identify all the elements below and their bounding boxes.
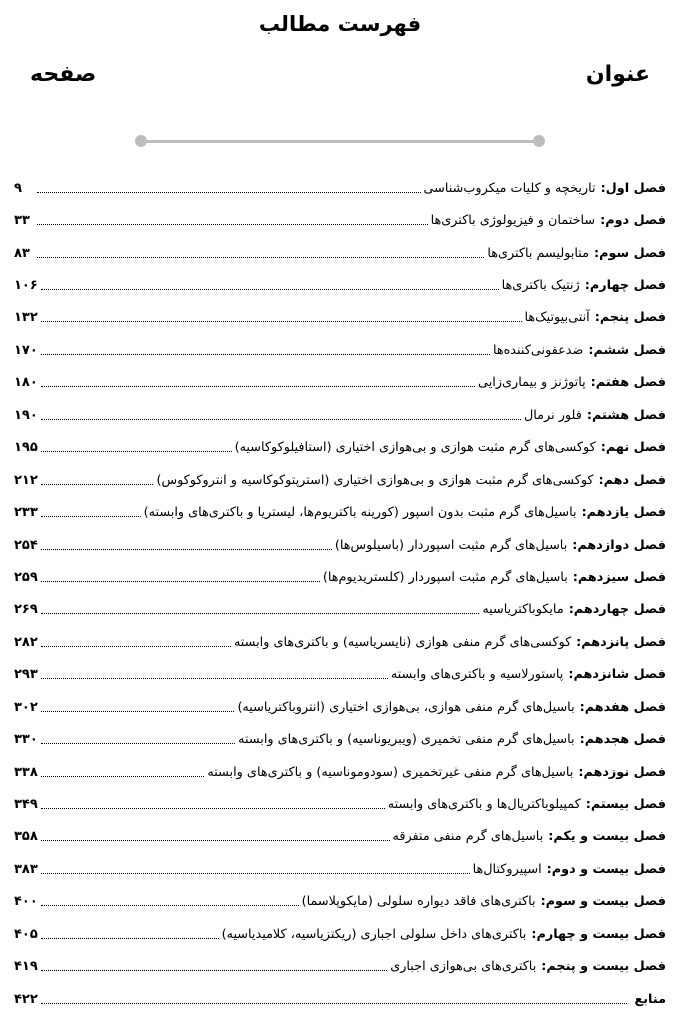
toc-title: باسیل‌های گرم مثبت اسپوردار (باسیلوس‌ها) <box>334 537 568 553</box>
toc-entry[interactable] <box>14 172 666 204</box>
table-of-contents <box>14 172 666 1015</box>
toc-leader-dots <box>37 257 484 258</box>
toc-title: ضدعفونی‌کننده‌ها <box>492 342 584 358</box>
toc-title: باسیل‌های گرم مثبت اسپوردار (کلستریدیوم‌ها) <box>322 569 568 585</box>
toc-page-number: ۳۳۰ <box>14 732 38 748</box>
toc-page-number: ۲۸۲ <box>14 634 38 650</box>
toc-entry[interactable] <box>14 432 666 464</box>
toc-title: ساختمان و فیزیولوژی باکتری‌ها <box>430 213 596 229</box>
toc-page-number: ۳۰۲ <box>14 699 38 715</box>
toc-leader-dots <box>41 711 235 712</box>
toc-entry[interactable] <box>14 951 666 983</box>
toc-entry[interactable] <box>14 367 666 399</box>
toc-entry[interactable] <box>14 399 666 431</box>
toc-chapter-label: فصل هجدهم: <box>579 732 666 748</box>
toc-title: مایکوباکتریاسیه <box>482 602 564 618</box>
toc-entry[interactable] <box>14 723 666 755</box>
toc-title: باکتری‌های داخل سلولی اجباری (ریکتزیاسیه، کلامیدیاسیه) <box>221 926 527 942</box>
toc-page-number: ۱۸۰ <box>14 375 38 391</box>
toc-chapter-label: فصل هشتم: <box>586 407 666 423</box>
toc-title: باسیل‌های گرم منفی تخمیری (ویبریوناسیه) و باکتری‌های وابسته <box>238 732 575 748</box>
toc-title: باسیل‌های گرم مثبت بدون اسپور (کورینه باکتریوم‌ها، لیستریا و باکتری‌های وابسته) <box>143 505 577 521</box>
toc-title: پاستورلاسیه و باکتری‌های وابسته <box>390 667 564 683</box>
toc-chapter-label: فصل نوزدهم: <box>578 764 666 780</box>
page-title: فهرست مطالب <box>258 12 422 36</box>
toc-leader-dots <box>41 808 385 809</box>
toc-title: اسپیروکتال‌ها <box>472 861 542 877</box>
toc-title: تاریخچه و کلیات میکروب‌شناسی <box>423 180 596 196</box>
toc-leader-dots <box>41 840 390 841</box>
toc-entry[interactable] <box>14 853 666 885</box>
toc-chapter-label: فصل بیست و دوم: <box>546 861 666 877</box>
decorative-divider <box>135 135 545 147</box>
toc-page-number: ۱۹۰ <box>14 407 38 423</box>
toc-chapter-label: فصل سیزدهم: <box>572 569 666 585</box>
toc-chapter-label: فصل اول: <box>600 180 666 196</box>
toc-chapter-label: فصل سوم: <box>594 245 666 261</box>
toc-entry[interactable] <box>14 659 666 691</box>
toc-chapter-label: فصل بیست و پنجم: <box>541 959 666 975</box>
toc-entry[interactable] <box>14 918 666 950</box>
toc-leader-dots <box>41 321 522 322</box>
toc-title: پاتوژنز و بیماری‌زایی <box>478 375 586 391</box>
toc-leader-dots <box>41 289 499 290</box>
toc-leader-dots <box>41 354 490 355</box>
toc-leader-dots <box>41 970 387 971</box>
toc-leader-dots <box>41 516 141 517</box>
toc-chapter-label: فصل بیستم: <box>585 797 666 813</box>
toc-page-number: ۲۵۹ <box>14 569 38 585</box>
divider-dot-left <box>135 135 147 147</box>
toc-entry[interactable] <box>14 594 666 626</box>
toc-leader-dots <box>41 646 231 647</box>
toc-title: باکتری‌های فاقد دیواره سلولی (مایکوپلاسما) <box>301 894 536 910</box>
toc-page-number: ۲۶۹ <box>14 602 38 618</box>
toc-chapter-label: فصل نهم: <box>600 440 666 456</box>
toc-leader-dots <box>41 678 388 679</box>
toc-entry[interactable] <box>14 756 666 788</box>
toc-page-number: ۲۵۴ <box>14 537 38 553</box>
toc-title: کوکسی‌های گرم مثبت هوازی و بی‌هوازی اختیاری (استرپتوکوکاسیه و انتروکوکوس) <box>156 472 594 488</box>
toc-title: فلور نرمال <box>523 407 582 423</box>
toc-page-number: ۴۰۵ <box>14 926 38 942</box>
column-heading-title: عنوان <box>585 62 650 87</box>
toc-entry[interactable] <box>14 496 666 528</box>
toc-page-number: ۳۳۸ <box>14 764 38 780</box>
toc-page-number: ۱۷۰ <box>14 342 38 358</box>
toc-chapter-label: فصل دهم: <box>598 472 666 488</box>
toc-entry[interactable] <box>14 691 666 723</box>
toc-page-number: ۳۵۸ <box>14 829 38 845</box>
toc-page-number: ۴۰۰ <box>14 894 38 910</box>
toc-chapter-label: فصل بیست و سوم: <box>540 894 666 910</box>
toc-title: کوکسی‌های گرم منفی هوازی (نایسریاسیه) و باکتری‌های وابسته <box>233 634 572 650</box>
toc-entry[interactable] <box>14 886 666 918</box>
toc-leader-dots <box>37 224 428 225</box>
toc-chapter-label: فصل دوازدهم: <box>572 537 666 553</box>
toc-chapter-label: فصل ششم: <box>588 342 666 358</box>
toc-entry[interactable] <box>14 561 666 593</box>
toc-chapter-label: فصل هفدهم: <box>579 699 666 715</box>
toc-page-number: ۲۱۲ <box>14 472 38 488</box>
column-heading-page: صفحه <box>30 62 97 87</box>
toc-entry[interactable] <box>14 204 666 236</box>
toc-entry[interactable] <box>14 626 666 658</box>
toc-page-number: ۱۰۶ <box>14 278 38 294</box>
toc-chapter-label: فصل پنجم: <box>594 310 666 326</box>
toc-title: باسیل‌های گرم منفی متفرقه <box>392 829 544 845</box>
toc-title: باسیل‌های گرم منفی غیرتخمیری (سودوموناسیه) و باکتری‌های وابسته <box>207 764 574 780</box>
divider-dot-right <box>533 135 545 147</box>
divider-line <box>141 140 539 143</box>
toc-entry[interactable] <box>14 983 666 1015</box>
toc-page-number: ۳۳ <box>14 213 30 229</box>
toc-leader-dots <box>41 451 232 452</box>
toc-leader-dots <box>41 613 480 614</box>
toc-page-number: ۹ <box>14 180 22 196</box>
toc-chapter-label: فصل هفتم: <box>590 375 666 391</box>
toc-leader-dots <box>41 386 475 387</box>
toc-leader-dots <box>41 419 521 420</box>
toc-entry[interactable] <box>14 464 666 496</box>
toc-leader-dots <box>41 581 320 582</box>
toc-page-number: ۲۹۳ <box>14 667 38 683</box>
toc-leader-dots <box>41 743 235 744</box>
toc-entry[interactable] <box>14 821 666 853</box>
toc-title: ژنتیک باکتری‌ها <box>501 278 580 294</box>
toc-title: باسیل‌های گرم منفی هوازی، بی‌هوازی اختیاری (انتروباکتریاسیه) <box>237 699 575 715</box>
toc-leader-dots <box>41 484 154 485</box>
toc-title: باکتری‌های بی‌هوازی اجباری <box>390 959 537 975</box>
toc-leader-dots <box>41 549 332 550</box>
toc-chapter-label: فصل یازدهم: <box>581 505 666 521</box>
toc-entry[interactable] <box>14 529 666 561</box>
toc-leader-dots <box>41 1003 627 1004</box>
toc-page-number: ۴۱۹ <box>14 959 38 975</box>
toc-title: آنتی‌بیوتیک‌ها <box>524 310 590 326</box>
toc-title: کوکسی‌های گرم مثبت هوازی و بی‌هوازی اختیاری (استافیلوکوکاسیه) <box>234 440 596 456</box>
toc-leader-dots <box>41 905 299 906</box>
toc-chapter-label: فصل شانزدهم: <box>568 667 666 683</box>
toc-leader-dots <box>41 938 219 939</box>
toc-entry[interactable] <box>14 237 666 269</box>
toc-chapter-label: فصل بیست و چهارم: <box>531 926 666 942</box>
toc-leader-dots <box>41 873 470 874</box>
toc-chapter-label: فصل پانزدهم: <box>576 634 666 650</box>
toc-page-number: ۱۹۵ <box>14 440 38 456</box>
toc-chapter-label: فصل چهارم: <box>584 278 666 294</box>
toc-entry[interactable] <box>14 269 666 301</box>
toc-chapter-label: فصل دوم: <box>600 213 666 229</box>
toc-page-number: ۱۳۲ <box>14 310 38 326</box>
toc-entry[interactable] <box>14 302 666 334</box>
toc-page-number: ۲۳۳ <box>14 505 38 521</box>
toc-chapter-label: منابع <box>634 991 666 1007</box>
toc-page-number: ۳۸۳ <box>14 861 38 877</box>
toc-title: کمپیلوباکتریال‌ها و باکتری‌های وابسته <box>387 797 581 813</box>
toc-chapter-label: فصل چهاردهم: <box>568 602 666 618</box>
toc-entry[interactable] <box>14 788 666 820</box>
toc-leader-dots <box>37 192 421 193</box>
toc-leader-dots <box>41 776 205 777</box>
toc-page-number: ۸۳ <box>14 245 30 261</box>
toc-entry[interactable] <box>14 334 666 366</box>
toc-title: متابولیسم باکتری‌ها <box>487 245 590 261</box>
toc-chapter-label: فصل بیست و یکم: <box>548 829 666 845</box>
toc-page-number: ۴۲۲ <box>14 991 38 1007</box>
toc-page-number: ۳۴۹ <box>14 797 38 813</box>
